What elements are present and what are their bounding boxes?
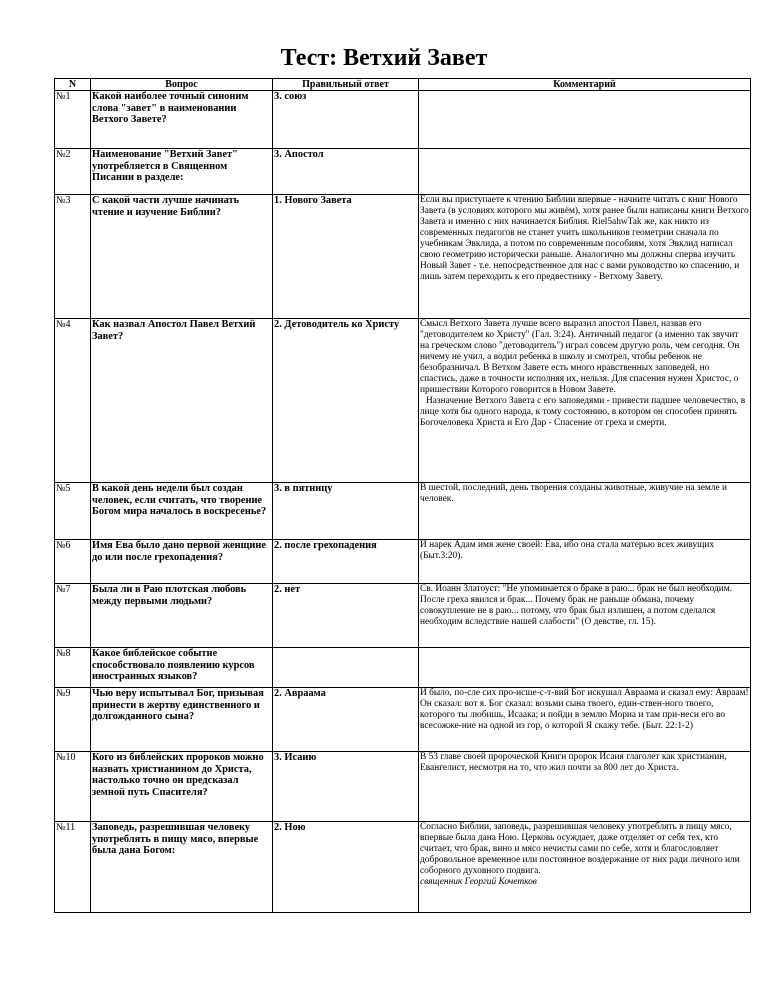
table-row (55, 149, 751, 195)
row-answer: 3. союз (273, 91, 419, 149)
row-question: Имя Ева было дано первой женщине до или после грехопадения? (91, 540, 273, 584)
row-number: №11 (55, 822, 91, 913)
row-comment (419, 648, 751, 688)
row-answer: 3. Апостол (273, 149, 419, 195)
table-row (55, 540, 751, 584)
table-row (55, 752, 751, 822)
row-number: №10 (55, 752, 91, 822)
row-comment: Св. Иоанн Златоуст: "Не упоминается о браке в раю... брак не был необходим. После греха явился и брак... Почему брак не раньше обмана, почему совокупление не в раю... потому, что брак был излишен, а потом сделался необходим вследствие нашей слабости" (О девстве, гл. 15). (419, 584, 751, 648)
table-row (55, 584, 751, 648)
row-number: №7 (55, 584, 91, 648)
header-answer: Правильный ответ (273, 79, 419, 91)
row-question: Чью веру испытывал Бог, призывая принести в жертву единственного и долгожданного сына? (91, 688, 273, 752)
table-row (55, 648, 751, 688)
table-row (55, 195, 751, 319)
row-comment: В 53 главе своей пророческой Книги пророк Исаия глаголет как христианин, Евангелист, несмотря на то, что жил почти за 800 лет до Христа. (419, 752, 751, 822)
signature: священник Георгий Кочетков (420, 877, 537, 887)
row-number: №2 (55, 149, 91, 195)
comment-paragraph: Согласно Библии, заповедь, разрешившая человеку употреблять в пищу мясо, впервые была дана Ною. Церковь осуждает, даже отделяет от себя тех, кто считает, что брак, вино и мясо нечисты сами по себе, хотя и благословляет добровольное временное или постоянное воздержание от них ради личного или соборного духовного подвига. (420, 822, 740, 876)
row-question: В какой день недели был создан человек, если считать, что творение Богом мира началось в воскресенье? (91, 483, 273, 540)
row-answer: 2. Авраама (273, 688, 419, 752)
row-question: Какое библейское событие способствовало появлению курсов иностранных языков? (91, 648, 273, 688)
page-title: Тест: Ветхий Завет (280, 45, 488, 71)
table-row (55, 91, 751, 149)
row-question: С какой части лучше начинать чтение и изучение Библии? (91, 195, 273, 319)
row-comment (419, 149, 751, 195)
row-number: №1 (55, 91, 91, 149)
row-number: №4 (55, 319, 91, 483)
header-question: Вопрос (91, 79, 273, 91)
row-question: Кого из библейских пророков можно назвать христианином до Христа, настолько точно он предсказал земной путь Спасителя? (91, 752, 273, 822)
table-row (55, 822, 751, 913)
row-question: Заповедь, разрешившая человеку употреблять в пищу мясо, впервые была дана Богом: (91, 822, 273, 913)
row-number: №3 (55, 195, 91, 319)
row-answer (273, 648, 419, 688)
row-comment: И нарек Адам имя жене своей: Ева, ибо она стала матерью всех живущих (Быт.3:20). (419, 540, 751, 584)
header-comment: Комментарий (419, 79, 751, 91)
row-number: №5 (55, 483, 91, 540)
row-answer: 2. Ною (273, 822, 419, 913)
row-comment: И было, по-сле сих про-исше-с-т-вий Бог искушал Авраама и сказал ему: Авраам! Он сказал: вот я. Бог сказал: возьми сына твоего, един-ствен-ного твоего, которого ты любишь, Исаака; и пойди в землю Мориа и там при-неси его во всесожже-ние на одной из гор, о которой Я скажу тебе. (Быт. 22:1-2) (419, 688, 751, 752)
row-question: Наименование "Ветхий Завет" употребляется в Священном Писании в разделе: (91, 149, 273, 195)
table-row (55, 319, 751, 483)
row-question: Какой наиболее точный синоним слова "завет" в наименовании Ветхого Завете? (91, 91, 273, 149)
row-answer: 2. после грехопадения (273, 540, 419, 584)
table-row (55, 688, 751, 752)
row-question: Была ли в Раю плотская любовь между первыми людьми? (91, 584, 273, 648)
row-question: Как назвал Апостол Павел Ветхий Завет? (91, 319, 273, 483)
row-answer: 3. Исаию (273, 752, 419, 822)
table-header-row (55, 79, 751, 91)
table-row (55, 483, 751, 540)
quiz-table (54, 78, 751, 913)
comment-paragraph: Смысл Ветхого Завета лучше всего выразил апостол Павел, назвав его "детоводителем ко Христу" (Гал. 3:24). Античный педагог (а именно так звучит на греческом слово "детоводитель") играл совсем другую роль, чем сегодня. Он ничему не учил, а водил ребенка в школу и смотрел, чтобы ребенок не безобразничал. В Ветхом Завете есть много нравственных заповедей, но спастись, даже в точности исполняя их, нельзя. Для спасения нужен Христос, о пришествии Которого говорится в Новом Завете. (420, 319, 740, 395)
row-number: №9 (55, 688, 91, 752)
row-comment: Если вы приступаете к чтению Библии впервые - начните читать с книг Нового Завета (в условиях которого мы живём), хотя ранее были написаны книги Ветхого Завета и именно с них начинается Библия. Riel5ahwTak же, как никто из современных педагогов не станет учить школьников геометрии сначала по учебникам Эвклида, а потом по современным пособиям, хотя Эвклид написал свою геометрию исторически раньше. Аналогично мы должны сперва изучить Новый Завет - т.е. непосредственное для нас с вами руководство ко спасению, и лишь затем переходить к его предвестнику - Ветхому Завету. (419, 195, 751, 319)
row-answer: 3. в пятницу (273, 483, 419, 540)
row-answer: 2. Детоводитель ко Христу (273, 319, 419, 483)
row-comment (419, 319, 751, 483)
comment-paragraph: Назначение Ветхого Завета с его заповедями - привести падшее человечество, в лице хотя бы одного народа, к тому состоянию, в котором он способен принять Богочеловека Христа и Его Дар - Спасение от греха и смерти. (420, 396, 746, 428)
header-number: N (55, 79, 91, 91)
row-comment (419, 822, 751, 913)
row-number: №8 (55, 648, 91, 688)
row-answer: 1. Нового Завета (273, 195, 419, 319)
row-comment: В шестой, последний, день творения созданы животные, живучие на земле и человек. (419, 483, 751, 540)
row-answer: 2. нет (273, 584, 419, 648)
row-comment (419, 91, 751, 149)
row-number: №6 (55, 540, 91, 584)
